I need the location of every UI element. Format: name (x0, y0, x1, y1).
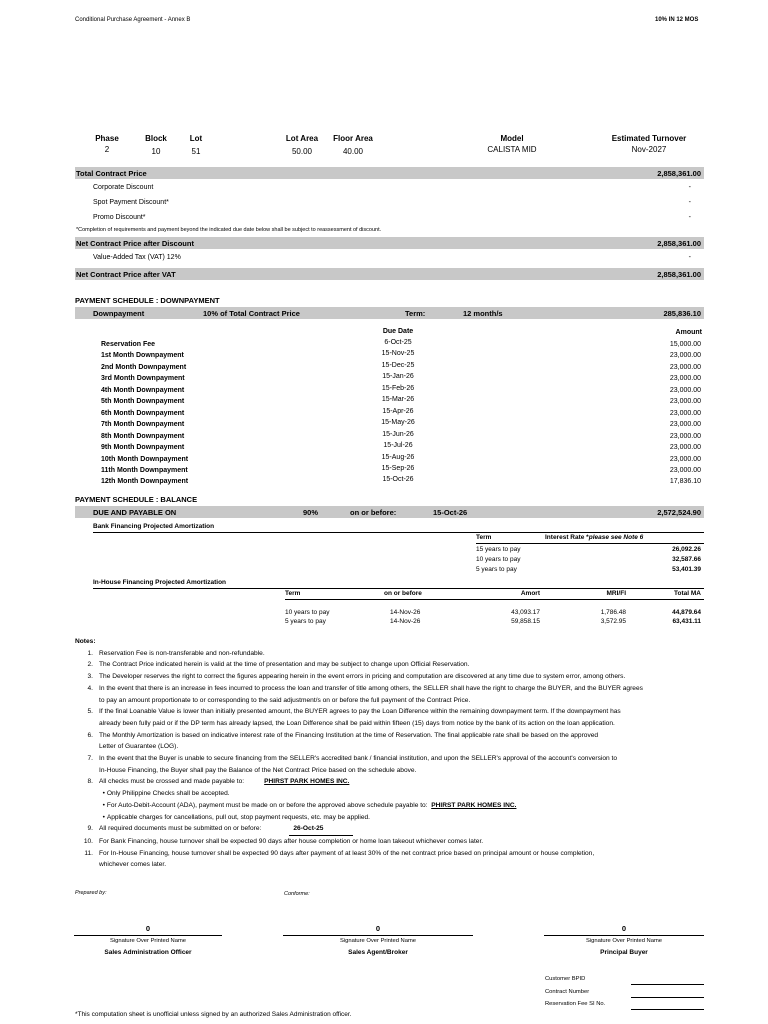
inhouse-divider (93, 588, 704, 589)
downpayment-term-value: 12 month/s (463, 309, 503, 318)
downpayment-row-amount: 23,000.00 (669, 421, 701, 428)
downpayment-row-date: 15-Feb-26 (381, 385, 415, 392)
note-11: 11. For In-House Financing, house turnover shall be expected 90 days after payment of at least 30% of the net contract price based on principal amount or house completion, whichever comes later. (84, 849, 595, 869)
downpayment-row-date: 15-Oct-26 (382, 476, 414, 483)
promo-discount-label: Promo Discount* (93, 214, 146, 221)
inhouse-mri-10: 1,786.48 (600, 609, 626, 616)
buyer-signature-line (544, 935, 704, 936)
spot-discount-label: Spot Payment Discount* (93, 199, 169, 206)
lot-label: Lot (189, 134, 203, 143)
downpayment-row-amount: 23,000.00 (669, 398, 701, 405)
note-1: 1. Reservation Fee is non-transferable and non-refundable. (87, 649, 265, 657)
buyer-caption: Signature Over Printed Name (585, 938, 663, 944)
note-7: 7. In the event that the Buyer is unable to secure financing from the SELLER's accredited bank / financial institution, and upon the SELLER's approval of the account's conversion to In-House Financing, the Buyer shall pay the Balance of the Net Contract Price based on the schedule above. (87, 755, 618, 774)
inhouse-onbefore-header: on or before (384, 590, 422, 597)
agent-name: 0 (375, 924, 381, 933)
downpayment-label: Downpayment (93, 309, 145, 318)
customer-bpid-field[interactable] (631, 984, 704, 985)
downpayment-row-date: 6-Oct-25 (384, 339, 412, 346)
bank-term-10: 10 years to pay (476, 556, 521, 563)
model-value: CALISTA MID (487, 145, 537, 154)
inhouse-header-divider (285, 599, 704, 600)
downpayment-total: 285,836.10 (663, 309, 701, 318)
balance-date: 15-Oct-26 (433, 508, 468, 517)
vat-value: - (688, 254, 691, 261)
due-date-header: Due Date (382, 328, 414, 335)
ncp-vat-label: Net Contract Price after VAT (76, 270, 176, 279)
spot-discount-value: - (688, 199, 691, 206)
phase-label: Phase (95, 134, 119, 143)
downpayment-row-label: 7th Month Downpayment (101, 421, 185, 428)
balance-amount: 2,572,524.90 (657, 508, 701, 517)
downpayment-row-amount: 23,000.00 (669, 375, 701, 382)
plan-code: 10% IN 12 MOS (655, 17, 699, 23)
bank-amort-15: 26,092.26 (672, 546, 701, 553)
downpayment-row-label: 6th Month Downpayment (101, 410, 185, 417)
ncp-vat-value: 2,858,361.00 (657, 270, 701, 279)
downpayment-row-amount: 23,000.00 (669, 364, 701, 371)
amount-header: Amount (675, 329, 702, 336)
document-title: Conditional Purchase Agreement - Annex B (75, 17, 191, 23)
inhouse-date-5: 14-Nov-26 (390, 618, 421, 625)
payee-name: PHIRST PARK HOMES INC. (264, 778, 350, 786)
note-6: 6. The Monthly Amortization is based on indicative interest rate of the Financing Institution at the time of Reservation. The final applicable rate shall be based on the approved Letter of Guarantee (LOG). (87, 731, 599, 751)
unofficial-disclaimer: *This computation sheet is unofficial unless signed by an authorized Sales Administration officer. (75, 1011, 352, 1018)
downpayment-row-date: 15-Dec-25 (381, 362, 415, 369)
prepared-by-label: Prepared by: (75, 890, 107, 896)
note-8-bullet-2: • For Auto-Debit-Account (ADA), payment must be made on or before the approved above schedule payable to: PHIRST PARK HOMES INC. (99, 801, 517, 809)
officer-role: Sales Administration Officer (104, 949, 192, 956)
conforme-label: Conforme: (284, 891, 310, 897)
inhouse-total-header: Total MA (674, 590, 701, 597)
downpayment-row-label: Reservation Fee (101, 341, 156, 348)
bank-term-15: 15 years to pay (476, 546, 521, 553)
downpayment-row-label: 8th Month Downpayment (101, 433, 185, 440)
balance-onbefore: on or before: (350, 508, 397, 517)
inhouse-term-header: Term (285, 590, 301, 597)
downpayment-row-label: 4th Month Downpayment (101, 387, 185, 394)
downpayment-section-title: PAYMENT SCHEDULE : DOWNPAYMENT (75, 296, 220, 305)
downpayment-row-amount: 17,836.10 (669, 478, 701, 485)
note-8-bullet-1: • Only Philippine Checks shall be accepted. (99, 790, 230, 798)
inhouse-amort-header: Amort (520, 590, 540, 597)
inhouse-total-5: 63,431.11 (672, 618, 701, 625)
agent-role: Sales Agent/Broker (348, 949, 408, 956)
downpayment-row-label: 3rd Month Downpayment (101, 375, 185, 382)
note-3: 3. The Developer reserves the right to correct the figures appearing herein in the event errors in pricing and computation are discovered at any time due to system error, among others. (87, 673, 626, 681)
turnover-value: Nov-2027 (631, 145, 667, 154)
downpayment-row-label: 5th Month Downpayment (101, 398, 185, 405)
downpayment-row-amount: 23,000.00 (669, 352, 701, 359)
downpayment-row-date: 15-Apr-26 (382, 408, 414, 415)
downpayment-row-amount: 23,000.00 (669, 433, 701, 440)
bank-term-5: 5 years to pay (476, 566, 517, 573)
note-8-bullet-3: • Applicable charges for cancellations, pull out, stop payment requests, etc. may be applied. (99, 813, 370, 821)
downpayment-term-label: Term: (405, 309, 426, 318)
block-value: 10 (151, 147, 161, 156)
agent-caption: Signature Over Printed Name (339, 938, 417, 944)
bank-term-header: Term (476, 534, 492, 541)
balance-due-label: DUE AND PAYABLE ON (93, 508, 177, 517)
promo-discount-value: - (688, 214, 691, 221)
downpayment-row-date: 15-May-26 (381, 419, 415, 426)
floor-area-value: 40.00 (342, 147, 364, 156)
lot-value: 51 (191, 147, 201, 156)
contract-number-field[interactable] (631, 997, 704, 998)
downpayment-row-amount: 23,000.00 (669, 456, 701, 463)
downpayment-row-label: 9th Month Downpayment (101, 444, 185, 451)
inhouse-financing-title: In-House Financing Projected Amortization (93, 579, 227, 586)
downpayment-row-date: 15-Jun-26 (382, 431, 414, 438)
downpayment-row-date: 15-Nov-25 (381, 350, 415, 357)
lot-area-label: Lot Area (285, 134, 319, 143)
downpayment-row-amount: 23,000.00 (669, 410, 701, 417)
note-2: 2. The Contract Price indicated herein is valid at the time of presentation and may be subject to change upon Official Reservation. (87, 661, 470, 669)
corporate-discount-value: - (688, 184, 691, 191)
notes-section (75, 636, 715, 871)
tcp-label: Total Contract Price (76, 169, 147, 178)
downpayment-row-label: 2nd Month Downpayment (101, 364, 187, 371)
bank-financing-title: Bank Financing Projected Amortization (93, 523, 215, 530)
downpayment-row-label: 11th Month Downpayment (101, 467, 188, 474)
reservation-si-field[interactable] (631, 1009, 704, 1010)
balance-section-title: PAYMENT SCHEDULE : BALANCE (75, 495, 198, 504)
inhouse-amort-10: 43,093.17 (511, 609, 540, 616)
downpayment-row-amount: 15,000.00 (669, 341, 701, 348)
inhouse-date-10: 14-Nov-26 (390, 609, 421, 616)
agent-signature-line (283, 935, 473, 936)
reservation-si-label: Reservation Fee SI No. (545, 1001, 606, 1007)
inhouse-amort-5: 59,858.15 (511, 618, 540, 625)
notes-title: Notes: (75, 638, 96, 645)
corporate-discount-label: Corporate Discount (93, 184, 154, 191)
officer-signature-line (74, 935, 222, 936)
note-8: 8. All checks must be crossed and made payable to: PHIRST PARK HOMES INC. (87, 778, 350, 786)
contract-number-label: Contract Number (545, 989, 590, 995)
note-5: 5. If the final Loanable Value is lower than initially presented amount, the BUYER agrees to pay the Loan Difference within the remaining downpayment term. If the downpayment has already been fully paid or if the DP term has already lapsed, the Loan Difference shall be paid within fifteen (15) days from notice by the bank of its action on the loan application. (87, 708, 621, 727)
buyer-role: Principal Buyer (600, 949, 648, 956)
downpayment-row-amount: 23,000.00 (669, 467, 701, 474)
discount-note: *Completion of requirements and payment beyond the indicated due date below shall be subject to reassessment of discount. (76, 227, 382, 233)
inhouse-term-5: 5 years to pay (285, 618, 326, 625)
inhouse-term-10: 10 years to pay (285, 609, 330, 616)
downpayment-row-label: 1st Month Downpayment (101, 352, 184, 359)
downpayment-percent: 10% of Total Contract Price (203, 309, 300, 318)
downpayment-row-date: 15-Jan-26 (382, 373, 414, 380)
downpayment-row-date: 15-Sep-26 (381, 465, 415, 472)
downpayment-row-date: 15-Mar-26 (381, 396, 415, 403)
downpayment-row-amount: 23,000.00 (669, 444, 701, 451)
bank-rate-header: Interest Rate *please see Note 6 (545, 534, 644, 541)
bank-amort-10: 32,587.66 (672, 556, 701, 563)
buyer-name: 0 (621, 924, 627, 933)
phase-value: 2 (104, 145, 110, 154)
floor-area-label: Floor Area (333, 134, 373, 143)
model-label: Model (500, 134, 524, 143)
downpayment-row-label: 12th Month Downpayment (101, 478, 189, 485)
downpayment-row-amount: 23,000.00 (669, 387, 701, 394)
note-9: 9. All required documents must be submitted on or before: 26-Oct-25 (75, 823, 715, 836)
customer-bpid-label: Customer BPID (545, 976, 586, 982)
note-10: 10. For Bank Financing, house turnover shall be expected 90 days after house completion or home loan takeout whichever comes later. (83, 837, 484, 845)
bank-amort-5: 53,401.39 (672, 566, 701, 573)
downpayment-row-date: 15-Aug-26 (381, 454, 415, 461)
bank-header-divider (476, 543, 704, 544)
lot-area-value: 50.00 (291, 147, 313, 156)
tcp-value: 2,858,361.00 (657, 169, 701, 178)
inhouse-mri-5: 3,572.95 (600, 618, 626, 625)
note-4: 4. In the event that there is an increase in fees incurred to process the loan and transfer of title among others, the SELLER shall have the right to charge the BUYER, and the BUYER agrees to pay an amount proportionate to or corresponding to the said adjustment/s on or before the full payment of the Contract Price. (87, 684, 643, 704)
inhouse-total-10: 44,879.64 (672, 609, 701, 616)
bank-divider (93, 532, 704, 533)
officer-name: 0 (145, 924, 151, 933)
documents-due-date: 26-Oct-25 (289, 823, 353, 836)
vat-label: Value-Added Tax (VAT) 12% (93, 254, 181, 261)
block-label: Block (145, 134, 167, 143)
inhouse-mri-header: MRI/FI (606, 590, 626, 597)
ncp-value: 2,858,361.00 (657, 239, 701, 248)
downpayment-row-label: 10th Month Downpayment (101, 456, 189, 463)
ncp-label: Net Contract Price after Discount (76, 239, 194, 248)
turnover-label: Estimated Turnover (611, 134, 687, 143)
downpayment-row-date: 15-Jul-26 (383, 442, 413, 449)
officer-caption: Signature Over Printed Name (109, 938, 187, 944)
balance-percent: 90% (303, 508, 319, 517)
